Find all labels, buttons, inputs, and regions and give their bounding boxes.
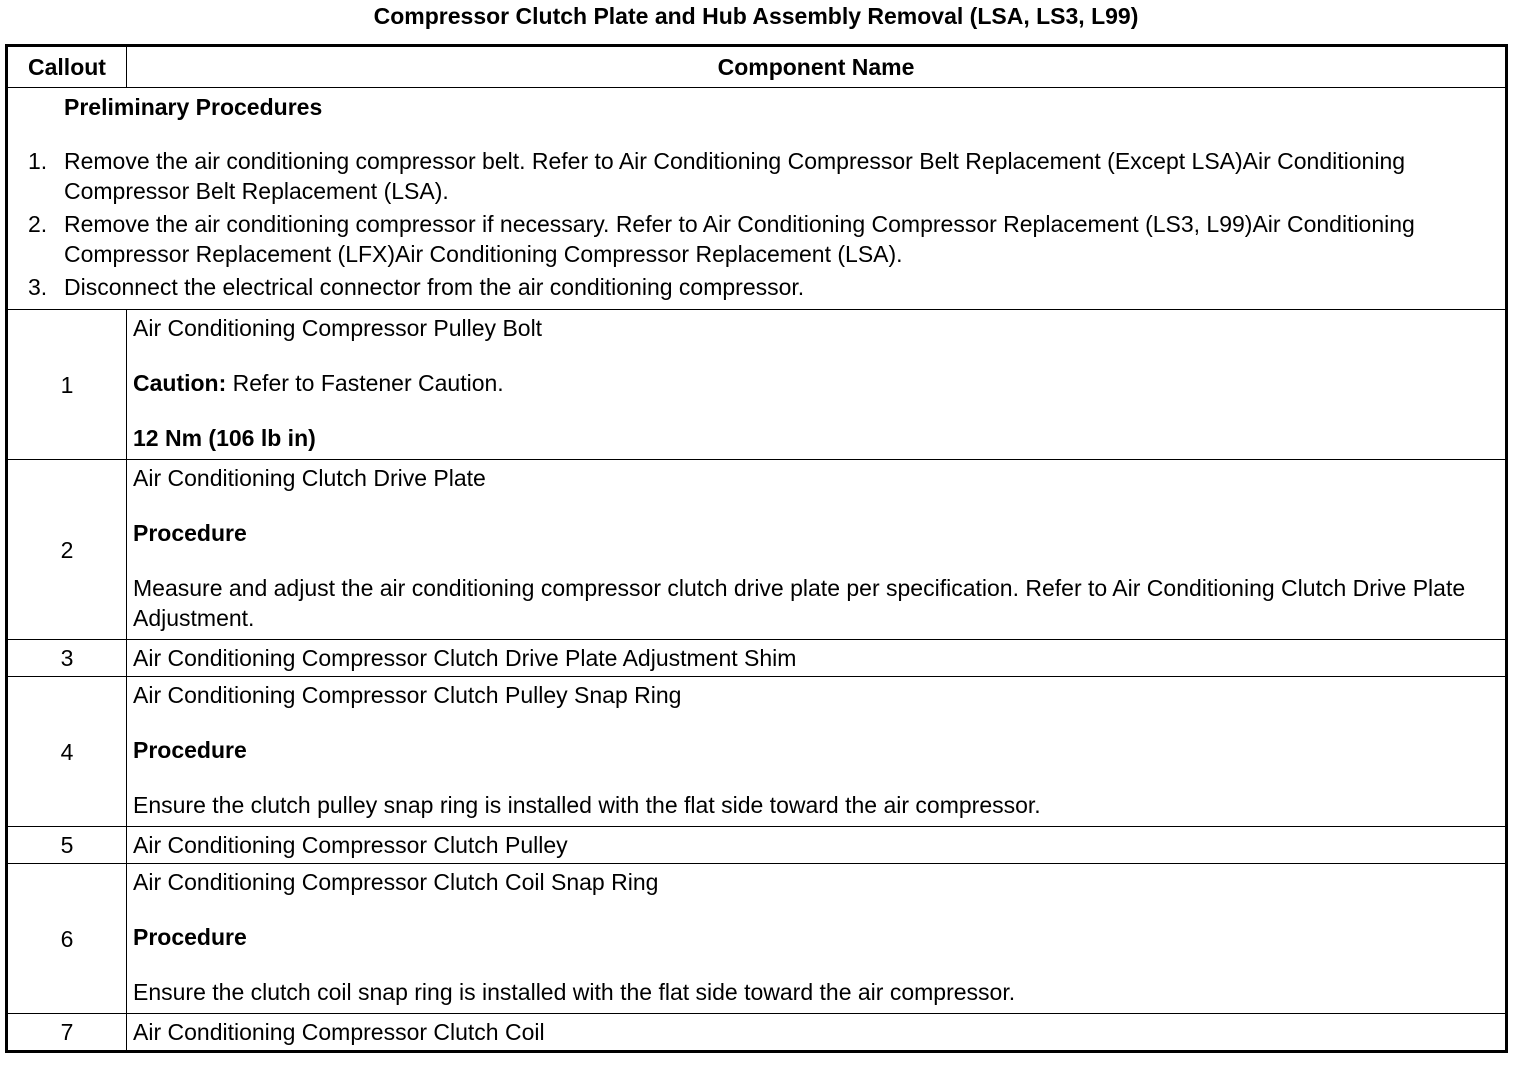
preliminary-steps [26,146,1497,302]
component-name: Air Conditioning Compressor Clutch Drive Plate Adjustment Shim [133,645,797,671]
preliminary-cell [7,88,1507,310]
document-title: Compressor Clutch Plate and Hub Assembly Removal (LSA, LS3, L99) [373,3,1139,29]
component-name: Air Conditioning Compressor Clutch Coil [133,1019,545,1045]
table-row [7,677,1507,827]
step-number: 3. [28,274,48,300]
procedure-text: Ensure the clutch pulley snap ring is installed with the flat side toward the air compressor. [133,792,1041,818]
table-row [7,827,1507,864]
preliminary-step [26,146,1497,206]
component-name: Air Conditioning Compressor Clutch Pulley Snap Ring [133,682,682,708]
table-header-row [7,46,1507,88]
component-name: Air Conditioning Clutch Drive Plate [133,465,486,491]
component-cell [127,640,1507,677]
table-row [7,640,1507,677]
table-row [7,864,1507,1014]
preliminary-row [7,88,1507,310]
step-text: Remove the air conditioning compressor if necessary. Refer to Air Conditioning Compressor Replacement (LS3, L99)Air Conditioning Compressor Replacement (LFX)Air Conditioning Compressor Replacement (LSA). [64,211,1415,267]
callout-number: 5 [7,827,127,864]
component-cell [127,1014,1507,1052]
procedure-label: Procedure [133,737,247,763]
component-name: Air Conditioning Compressor Clutch Pulley [133,832,568,858]
callout-column-header: Callout [7,46,127,88]
table-row [7,310,1507,460]
component-name: Air Conditioning Compressor Clutch Coil Snap Ring [133,869,659,895]
preliminary-step [26,272,1497,302]
procedure-label: Procedure [133,520,247,546]
component-cell [127,310,1507,460]
component-cell [127,827,1507,864]
torque-spec: 12 Nm (106 lb in) [133,425,316,451]
component-column-header: Component Name [127,46,1507,88]
component-cell [127,864,1507,1014]
procedure-text: Measure and adjust the air conditioning compressor clutch drive plate per specification. Refer to Air Conditioning Clutch Drive Plate Adjustment. [133,575,1466,631]
procedure-text: Ensure the clutch coil snap ring is installed with the flat side toward the air compressor. [133,979,1016,1005]
callout-number: 7 [7,1014,127,1052]
callout-number: 6 [7,864,127,1014]
step-number: 2. [28,211,48,237]
component-name: Air Conditioning Compressor Pulley Bolt [133,315,543,341]
caution-note [133,368,1495,398]
table-row [7,460,1507,640]
component-cell [127,460,1507,640]
step-text: Remove the air conditioning compressor belt. Refer to Air Conditioning Compressor Belt Replacement (Except LSA)Air Conditioning Compressor Belt Replacement (LSA). [64,148,1406,204]
procedure-label: Procedure [133,924,247,950]
preliminary-step [26,209,1497,269]
step-number: 1. [28,148,48,174]
step-text: Disconnect the electrical connector from the air conditioning compressor. [64,274,805,300]
callout-table [5,44,1508,1053]
caution-text: Refer to Fastener Caution. [226,370,504,396]
callout-number: 3 [7,640,127,677]
caution-label: Caution: [133,370,227,396]
callout-number: 4 [7,677,127,827]
preliminary-heading: Preliminary Procedures [64,94,323,120]
callout-number: 1 [7,310,127,460]
component-cell [127,677,1507,827]
callout-number: 2 [7,460,127,640]
table-row [7,1014,1507,1052]
